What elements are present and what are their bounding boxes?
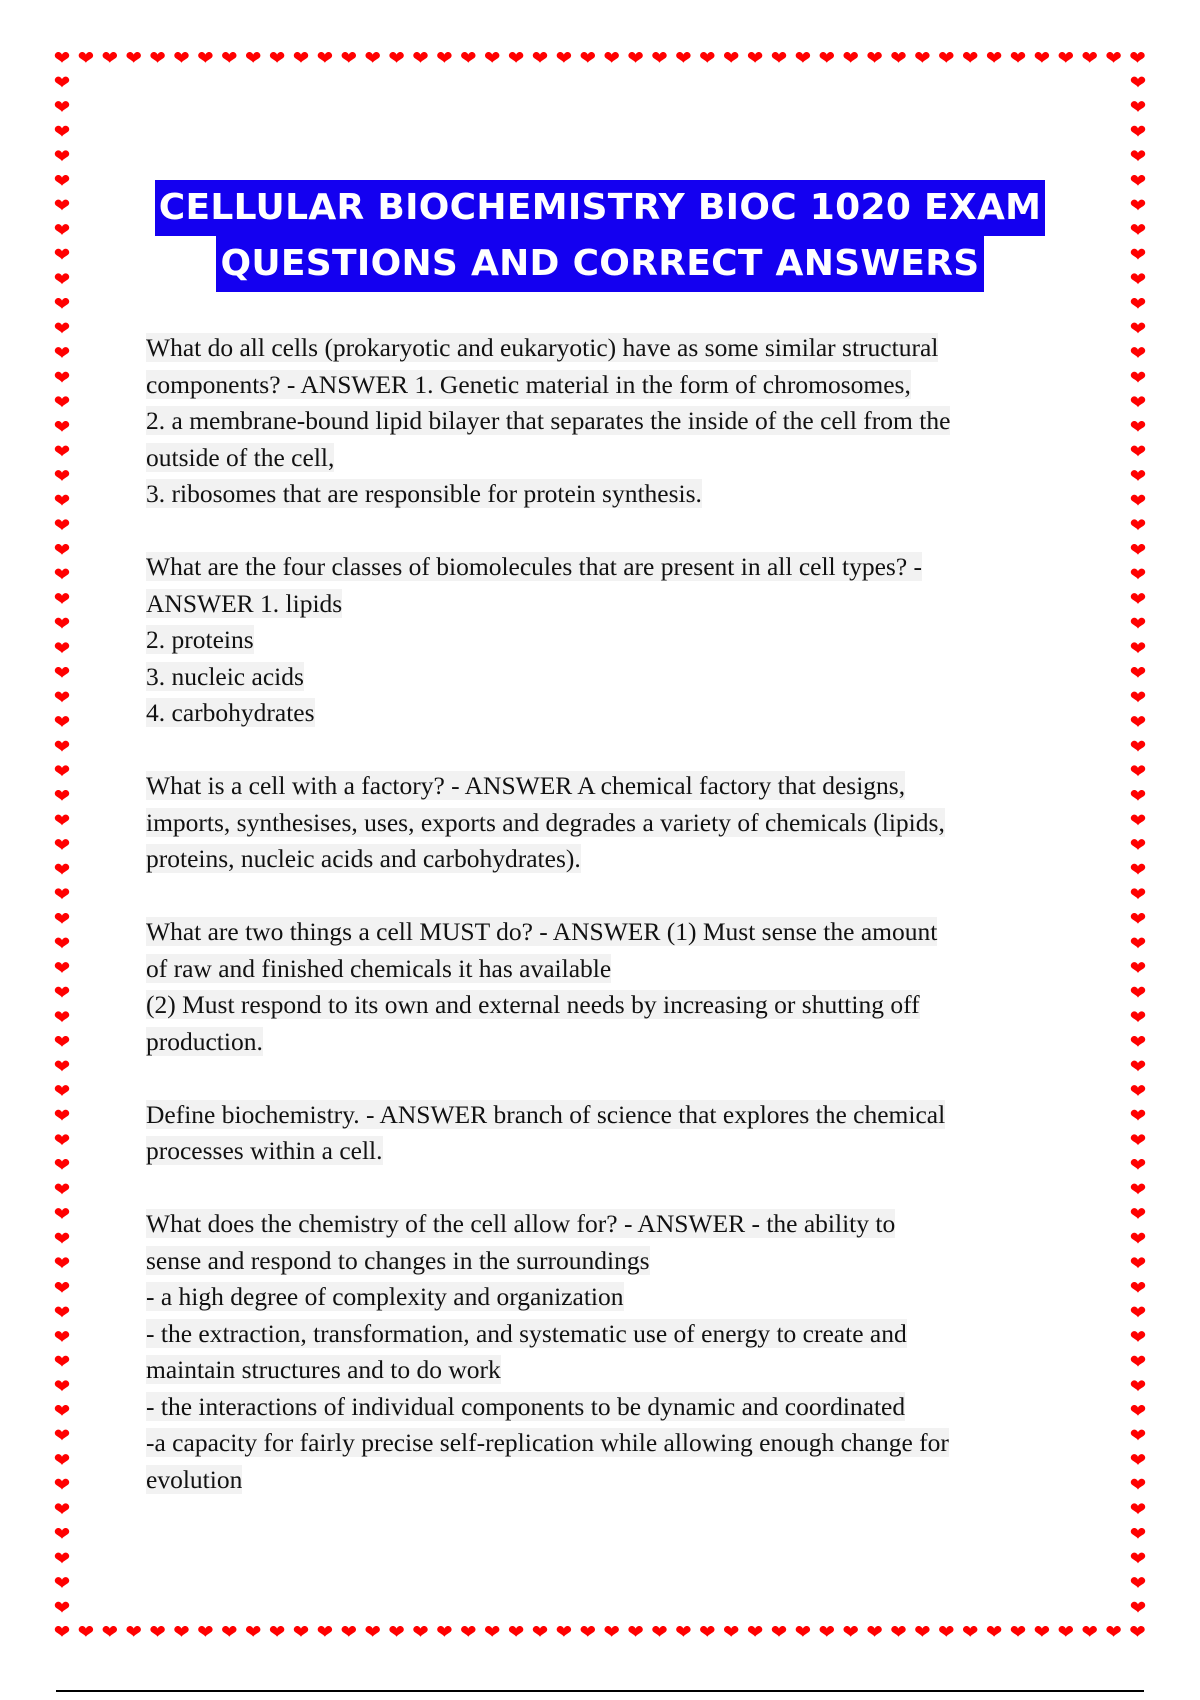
heart-icon bbox=[867, 1626, 881, 1637]
heart-icon bbox=[820, 52, 834, 63]
heart-icon bbox=[1131, 1454, 1145, 1465]
heart-icon bbox=[485, 52, 499, 63]
qa-line bbox=[146, 1097, 1066, 1134]
heart-icon bbox=[150, 52, 164, 63]
heart-icon bbox=[1131, 347, 1145, 358]
qa-line bbox=[146, 805, 1066, 842]
heart-icon bbox=[1131, 692, 1145, 703]
heart-icon bbox=[126, 1626, 140, 1637]
heart-icon bbox=[1131, 1134, 1145, 1145]
heart-icon bbox=[557, 52, 571, 63]
heart-icon bbox=[55, 323, 69, 334]
qa-line bbox=[146, 586, 1066, 623]
heart-icon bbox=[843, 1626, 857, 1637]
heart-icon bbox=[1131, 470, 1145, 481]
heart-icon bbox=[55, 1430, 69, 1441]
heart-icon bbox=[126, 52, 140, 63]
heart-icon bbox=[55, 1085, 69, 1096]
heart-icon bbox=[1059, 52, 1073, 63]
heart-icon bbox=[533, 52, 547, 63]
heart-icon bbox=[1059, 1626, 1073, 1637]
heart-icon bbox=[55, 446, 69, 457]
heart-icon bbox=[1130, 1626, 1144, 1637]
heart-icon bbox=[1131, 1405, 1145, 1416]
heart-icon bbox=[1131, 446, 1145, 457]
qa-line bbox=[146, 841, 1066, 878]
heart-icon bbox=[55, 372, 69, 383]
heart-icon bbox=[485, 1626, 499, 1637]
heart-icon bbox=[1131, 716, 1145, 727]
heart-icon bbox=[1131, 864, 1145, 875]
heart-icon bbox=[55, 1479, 69, 1490]
heart-icon bbox=[55, 1602, 69, 1613]
heart-icon bbox=[55, 126, 69, 137]
heart-icon bbox=[79, 1626, 93, 1637]
heart-icon bbox=[1131, 790, 1145, 801]
heart-icon bbox=[55, 495, 69, 506]
heart-icon bbox=[55, 1356, 69, 1367]
heart-icon bbox=[55, 52, 69, 63]
heart-icon bbox=[55, 298, 69, 309]
heart-icon bbox=[55, 618, 69, 629]
heart-icon bbox=[318, 52, 332, 63]
heart-icon bbox=[891, 1626, 905, 1637]
heart-icon bbox=[55, 470, 69, 481]
heart-icon bbox=[1131, 938, 1145, 949]
footer-rule bbox=[56, 1690, 1144, 1692]
heart-icon bbox=[174, 52, 188, 63]
heart-icon bbox=[796, 1626, 810, 1637]
qa-line bbox=[146, 476, 1066, 513]
qa-line bbox=[146, 549, 1066, 586]
heart-icon bbox=[1131, 544, 1145, 555]
qa-line-text: What is a cell with a factory? - ANSWER A chemical factory that designs, bbox=[146, 771, 906, 800]
heart-icon bbox=[1082, 1626, 1096, 1637]
heart-icon bbox=[1131, 913, 1145, 924]
heart-icon bbox=[246, 1626, 260, 1637]
heart-icon bbox=[915, 1626, 929, 1637]
heart-icon bbox=[55, 1233, 69, 1244]
qa-line-text: Define biochemistry. - ANSWER branch of science that explores the chemical bbox=[146, 1099, 946, 1129]
heart-icon bbox=[55, 1110, 69, 1121]
qa-line-text: 4. carbohydrates bbox=[146, 698, 315, 727]
heart-icon bbox=[389, 1626, 403, 1637]
heart-icon bbox=[55, 1036, 69, 1047]
heart-icon bbox=[294, 1626, 308, 1637]
heart-icon bbox=[1131, 1282, 1145, 1293]
heart-icon bbox=[1131, 101, 1145, 112]
qa-item bbox=[146, 330, 1066, 513]
title-line-2: QUESTIONS AND CORRECT ANSWERS bbox=[216, 236, 983, 292]
heart-icon bbox=[1131, 1356, 1145, 1367]
heart-icon bbox=[55, 569, 69, 580]
heart-icon bbox=[1131, 175, 1145, 186]
heart-icon bbox=[437, 1626, 451, 1637]
heart-icon bbox=[55, 249, 69, 260]
heart-icon bbox=[891, 52, 905, 63]
heart-icon bbox=[55, 1503, 69, 1514]
heart-icon bbox=[55, 77, 69, 88]
heart-icon bbox=[198, 52, 212, 63]
qa-line bbox=[146, 951, 1066, 988]
heart-icon bbox=[55, 888, 69, 899]
qa-line-text: ANSWER 1. lipids bbox=[146, 588, 343, 618]
heart-icon bbox=[1131, 1208, 1145, 1219]
heart-icon bbox=[79, 52, 93, 63]
document-title bbox=[90, 180, 1110, 292]
heart-icon bbox=[55, 1159, 69, 1170]
heart-icon bbox=[1131, 815, 1145, 826]
heart-icon bbox=[1131, 519, 1145, 530]
heart-icon bbox=[581, 52, 595, 63]
heart-icon bbox=[270, 1626, 284, 1637]
heart-icon bbox=[963, 52, 977, 63]
heart-icon bbox=[772, 1626, 786, 1637]
qa-line-text: - the interactions of individual components to be dynamic and coordinated bbox=[146, 1391, 906, 1421]
heart-icon bbox=[1131, 1553, 1145, 1564]
heart-icon bbox=[1131, 593, 1145, 604]
heart-icon bbox=[1131, 888, 1145, 899]
heart-icon bbox=[55, 815, 69, 826]
heart-icon bbox=[1131, 421, 1145, 432]
heart-icon bbox=[270, 52, 284, 63]
heart-icon bbox=[461, 52, 475, 63]
heart-icon bbox=[55, 667, 69, 678]
heart-icon bbox=[1082, 52, 1096, 63]
heart-icon bbox=[509, 1626, 523, 1637]
heart-icon bbox=[55, 1528, 69, 1539]
heart-icon bbox=[939, 52, 953, 63]
qa-item bbox=[146, 549, 1066, 732]
qa-line bbox=[146, 1279, 1066, 1316]
qa-item bbox=[146, 768, 1066, 878]
qa-line-text: maintain structures and to do work bbox=[146, 1355, 501, 1384]
qa-line-text: evolution bbox=[146, 1464, 243, 1494]
qa-line-text: What does the chemistry of the cell allow for? - ANSWER - the ability to bbox=[146, 1209, 896, 1238]
heart-icon bbox=[1131, 1085, 1145, 1096]
qa-line-text: production. bbox=[146, 1026, 263, 1056]
heart-icon bbox=[1131, 1503, 1145, 1514]
heart-icon bbox=[1131, 77, 1145, 88]
qa-line bbox=[146, 695, 1066, 732]
heart-icon bbox=[604, 52, 618, 63]
heart-icon bbox=[1131, 1061, 1145, 1072]
heart-icon bbox=[820, 1626, 834, 1637]
heart-icon bbox=[174, 1626, 188, 1637]
heart-icon bbox=[413, 1626, 427, 1637]
heart-icon bbox=[1131, 618, 1145, 629]
heart-icon bbox=[55, 1184, 69, 1195]
qa-line-text: (2) Must respond to its own and external needs by increasing or shutting off bbox=[146, 990, 920, 1019]
heart-icon bbox=[843, 52, 857, 63]
heart-icon bbox=[1131, 249, 1145, 260]
qa-line bbox=[146, 440, 1066, 477]
heart-icon bbox=[1106, 1626, 1120, 1637]
heart-icon bbox=[1131, 962, 1145, 973]
heart-icon bbox=[55, 1577, 69, 1588]
heart-icon bbox=[55, 913, 69, 924]
heart-icon bbox=[55, 692, 69, 703]
heart-icon bbox=[55, 1553, 69, 1564]
heart-icon bbox=[1035, 1626, 1049, 1637]
heart-icon bbox=[437, 52, 451, 63]
heart-icon bbox=[1131, 765, 1145, 776]
heart-icon bbox=[55, 642, 69, 653]
heart-icon bbox=[772, 52, 786, 63]
heart-icon bbox=[700, 52, 714, 63]
heart-icon bbox=[1131, 642, 1145, 653]
heart-icon bbox=[222, 52, 236, 63]
heart-icon bbox=[103, 52, 117, 63]
heart-icon bbox=[103, 1626, 117, 1637]
qa-line bbox=[146, 768, 1066, 805]
heart-icon bbox=[55, 519, 69, 530]
heart-icon bbox=[55, 224, 69, 235]
heart-icon bbox=[1011, 52, 1025, 63]
qa-line-text: What are the four classes of biomolecules that are present in all cell types? - bbox=[146, 552, 923, 581]
heart-icon bbox=[150, 1626, 164, 1637]
qa-line-text: What do all cells (prokaryotic and eukaryotic) have as some similar structural bbox=[146, 333, 939, 362]
heart-icon bbox=[1131, 1331, 1145, 1342]
qa-line-text: 3. ribosomes that are responsible for protein synthesis. bbox=[146, 479, 702, 508]
qa-line bbox=[146, 330, 1066, 367]
heart-icon bbox=[55, 1380, 69, 1391]
qa-item bbox=[146, 914, 1066, 1060]
heart-icon bbox=[915, 52, 929, 63]
heart-icon bbox=[987, 1626, 1001, 1637]
heart-icon bbox=[724, 52, 738, 63]
heart-icon bbox=[1131, 1233, 1145, 1244]
heart-icon bbox=[413, 52, 427, 63]
heart-icon bbox=[55, 741, 69, 752]
heart-icon bbox=[55, 347, 69, 358]
heart-icon bbox=[318, 1626, 332, 1637]
heart-icon bbox=[1131, 200, 1145, 211]
heart-icon bbox=[389, 52, 403, 63]
heart-icon bbox=[987, 52, 1001, 63]
heart-icon bbox=[55, 421, 69, 432]
qa-line-text: 2. a membrane-bound lipid bilayer that separates the inside of the cell from the bbox=[146, 406, 951, 435]
heart-icon bbox=[365, 52, 379, 63]
heart-icon bbox=[700, 1626, 714, 1637]
qa-line bbox=[146, 987, 1066, 1024]
heart-icon bbox=[1130, 52, 1144, 63]
heart-icon bbox=[55, 101, 69, 112]
heart-icon bbox=[1131, 126, 1145, 137]
qa-line-text: of raw and finished chemicals it has available bbox=[146, 953, 612, 983]
qa-line bbox=[146, 403, 1066, 440]
heart-icon bbox=[1131, 1011, 1145, 1022]
heart-icon bbox=[55, 962, 69, 973]
qa-line bbox=[146, 1024, 1066, 1061]
heart-icon bbox=[342, 52, 356, 63]
heart-icon bbox=[748, 52, 762, 63]
heart-icon bbox=[55, 765, 69, 776]
qa-line bbox=[146, 1352, 1066, 1389]
heart-icon bbox=[55, 396, 69, 407]
heart-icon bbox=[55, 716, 69, 727]
heart-icon bbox=[55, 175, 69, 186]
heart-icon bbox=[628, 1626, 642, 1637]
heart-icon bbox=[1131, 495, 1145, 506]
heart-icon bbox=[1131, 1528, 1145, 1539]
title-line-1: CELLULAR BIOCHEMISTRY BIOC 1020 EXAM bbox=[155, 180, 1045, 236]
heart-icon bbox=[1131, 1257, 1145, 1268]
heart-icon bbox=[55, 1307, 69, 1318]
heart-icon bbox=[1131, 298, 1145, 309]
qa-line bbox=[146, 1243, 1066, 1280]
heart-icon bbox=[509, 52, 523, 63]
heart-icon bbox=[55, 1331, 69, 1342]
heart-icon bbox=[55, 1454, 69, 1465]
qa-line bbox=[146, 1133, 1066, 1170]
heart-icon bbox=[222, 1626, 236, 1637]
heart-icon bbox=[1035, 52, 1049, 63]
qa-line-text: What are two things a cell MUST do? - ANSWER (1) Must sense the amount bbox=[146, 917, 938, 946]
qa-line-text: components? - ANSWER 1. Genetic material in the form of chromosomes, bbox=[146, 369, 911, 399]
qa-line bbox=[146, 914, 1066, 951]
heart-icon bbox=[55, 839, 69, 850]
heart-icon bbox=[1131, 1430, 1145, 1441]
qa-line bbox=[146, 1206, 1066, 1243]
heart-icon bbox=[55, 1134, 69, 1145]
qa-line-text: - the extraction, transformation, and systematic use of energy to create and bbox=[146, 1318, 907, 1348]
heart-icon bbox=[1131, 323, 1145, 334]
heart-icon bbox=[1131, 1184, 1145, 1195]
heart-icon bbox=[55, 1208, 69, 1219]
heart-icon bbox=[365, 1626, 379, 1637]
heart-icon bbox=[55, 593, 69, 604]
heart-icon bbox=[1131, 839, 1145, 850]
heart-icon bbox=[55, 273, 69, 284]
heart-icon bbox=[1131, 1577, 1145, 1588]
qa-content bbox=[146, 330, 1066, 1535]
heart-icon bbox=[55, 790, 69, 801]
heart-icon bbox=[1131, 1602, 1145, 1613]
heart-icon bbox=[724, 1626, 738, 1637]
qa-line-text: imports, synthesises, uses, exports and degrades a variety of chemicals (lipids, bbox=[146, 807, 945, 837]
heart-icon bbox=[963, 1626, 977, 1637]
heart-icon bbox=[55, 938, 69, 949]
heart-icon bbox=[939, 1626, 953, 1637]
heart-icon bbox=[581, 1626, 595, 1637]
heart-icon bbox=[55, 1282, 69, 1293]
heart-icon bbox=[55, 987, 69, 998]
heart-icon bbox=[1131, 741, 1145, 752]
heart-icon bbox=[55, 1257, 69, 1268]
qa-line-text: sense and respond to changes in the surroundings bbox=[146, 1245, 650, 1275]
qa-line-text: proteins, nucleic acids and carbohydrates). bbox=[146, 844, 581, 873]
qa-line bbox=[146, 1462, 1066, 1499]
heart-icon bbox=[1131, 1380, 1145, 1391]
heart-icon bbox=[1011, 1626, 1025, 1637]
heart-icon bbox=[1131, 1307, 1145, 1318]
heart-icon bbox=[55, 1405, 69, 1416]
heart-icon bbox=[55, 864, 69, 875]
heart-icon bbox=[1131, 1159, 1145, 1170]
heart-icon bbox=[342, 1626, 356, 1637]
heart-icon bbox=[55, 1626, 69, 1637]
heart-icon bbox=[1131, 224, 1145, 235]
heart-icon bbox=[246, 52, 260, 63]
heart-icon bbox=[652, 52, 666, 63]
heart-icon bbox=[198, 1626, 212, 1637]
heart-icon bbox=[652, 1626, 666, 1637]
heart-icon bbox=[55, 544, 69, 555]
qa-item bbox=[146, 1206, 1066, 1498]
heart-icon bbox=[55, 1011, 69, 1022]
qa-line bbox=[146, 622, 1066, 659]
heart-icon bbox=[557, 1626, 571, 1637]
qa-line-text: outside of the cell, bbox=[146, 442, 335, 472]
heart-icon bbox=[748, 1626, 762, 1637]
heart-icon bbox=[1106, 52, 1120, 63]
heart-icon bbox=[294, 52, 308, 63]
qa-line-text: 3. nucleic acids bbox=[146, 661, 304, 691]
heart-icon bbox=[1131, 667, 1145, 678]
heart-icon bbox=[867, 52, 881, 63]
qa-line bbox=[146, 659, 1066, 696]
heart-icon bbox=[1131, 1479, 1145, 1490]
heart-icon bbox=[55, 200, 69, 211]
heart-icon bbox=[461, 1626, 475, 1637]
heart-icon bbox=[1131, 987, 1145, 998]
heart-icon bbox=[676, 1626, 690, 1637]
heart-icon bbox=[1131, 372, 1145, 383]
heart-icon bbox=[676, 52, 690, 63]
heart-icon bbox=[1131, 150, 1145, 161]
qa-line-text: - a high degree of complexity and organization bbox=[146, 1282, 624, 1311]
heart-icon bbox=[533, 1626, 547, 1637]
heart-icon bbox=[1131, 1036, 1145, 1047]
heart-icon bbox=[628, 52, 642, 63]
qa-item bbox=[146, 1097, 1066, 1170]
heart-icon bbox=[55, 150, 69, 161]
qa-line-text: -a capacity for fairly precise self-replication while allowing enough change for bbox=[146, 1428, 949, 1457]
qa-line bbox=[146, 1425, 1066, 1462]
qa-line bbox=[146, 1389, 1066, 1426]
heart-icon bbox=[796, 52, 810, 63]
heart-icon bbox=[1131, 273, 1145, 284]
heart-icon bbox=[1131, 569, 1145, 580]
qa-line-text: processes within a cell. bbox=[146, 1136, 383, 1165]
heart-icon bbox=[1131, 1110, 1145, 1121]
heart-icon bbox=[604, 1626, 618, 1637]
qa-line bbox=[146, 367, 1066, 404]
qa-line-text: 2. proteins bbox=[146, 625, 254, 654]
qa-line bbox=[146, 1316, 1066, 1353]
heart-icon bbox=[1131, 396, 1145, 407]
heart-icon bbox=[55, 1061, 69, 1072]
